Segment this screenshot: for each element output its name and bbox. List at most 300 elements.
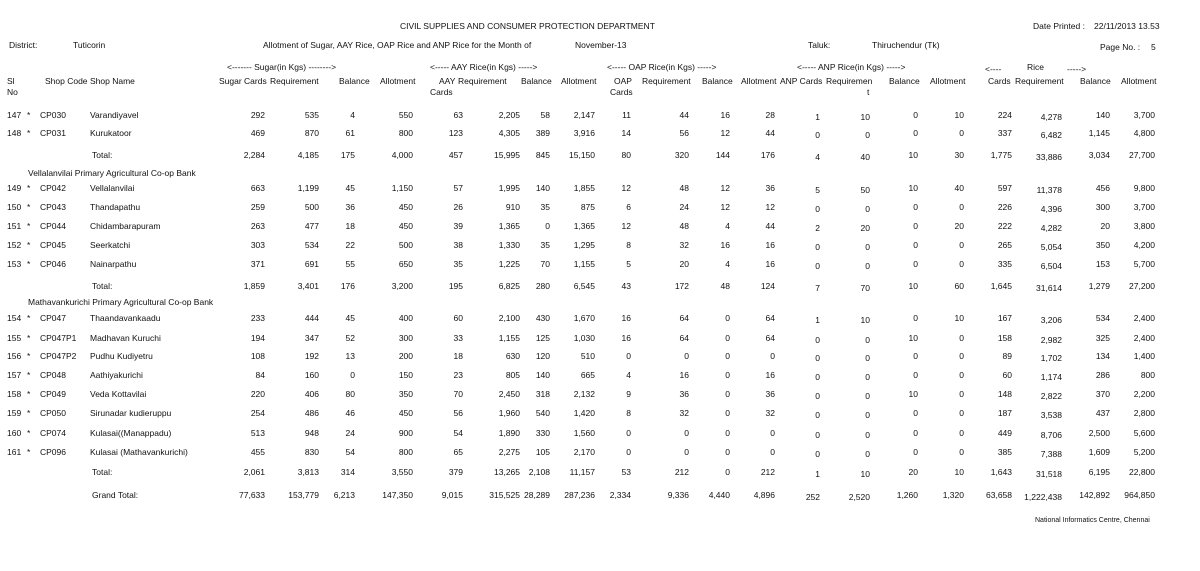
row-shop-name: Varandiyavel [90,110,139,120]
row-shop-code: CP031 [40,128,66,138]
cell-sugar-requirement: 477 [304,221,319,231]
cell-sugar-requirement: 4,185 [297,150,319,160]
table-row [0,389,1200,401]
row-marker: * [27,389,31,399]
cell-sugar-requirement: 153,779 [288,490,319,500]
cell-anp-cards: 1 [815,469,820,479]
cell-anp-cards: 0 [815,335,820,345]
col-rice-requirement: Requirement [1015,76,1064,86]
cell-aay-balance: 140 [535,370,550,380]
cell-aay-requirement: 2,100 [498,313,520,323]
row-sl-no: 151 [7,221,22,231]
row-marker: * [27,447,31,457]
cell-rice-requirement: 3,206 [1040,315,1062,325]
taluk-value: Thiruchendur (Tk) [872,40,940,50]
col-aay-cards: Cards [430,87,453,97]
cell-sugar-balance: 175 [340,150,355,160]
col-oap-allotment: Allotment [741,76,777,86]
cell-rice-requirement: 2,982 [1040,335,1062,345]
cell-anp-balance: 10 [908,281,918,291]
cell-oap-cards: 4 [626,370,631,380]
table-row [0,110,1200,122]
cell-anp-balance: 0 [913,313,918,323]
cell-anp-balance: 10 [908,333,918,343]
row-shop-code: CP030 [40,110,66,120]
cell-anp-requirement: 70 [860,283,870,293]
cell-sugar-allotment: 800 [398,128,413,138]
col-anp-allotment: Allotment [930,76,966,86]
cell-sugar-cards: 194 [250,333,265,343]
col-oap-balance: Balance [702,76,733,86]
cell-rice-cards: 449 [997,428,1012,438]
cell-sugar-balance: 61 [345,128,355,138]
cell-aay-balance: 105 [535,447,550,457]
cell-rice-allotment: 2,200 [1133,389,1155,399]
cell-oap-cards: 43 [621,281,631,291]
row-shop-code: CP042 [40,183,66,193]
cell-rice-balance: 20 [1100,221,1110,231]
cell-aay-cards: 60 [453,313,463,323]
cell-sugar-balance: 46 [345,408,355,418]
cell-aay-cards: 70 [453,389,463,399]
cell-anp-cards: 0 [815,242,820,252]
cell-sugar-cards: 455 [250,447,265,457]
table-row [0,202,1200,214]
cell-sugar-cards: 2,061 [243,467,265,477]
taluk-label: Taluk: [808,40,831,50]
cell-anp-requirement: 0 [865,391,870,401]
cell-aay-cards: 26 [453,202,463,212]
total-label: Total: [92,281,113,291]
cell-anp-cards: 0 [815,430,820,440]
cell-oap-requirement: 9,336 [667,490,689,500]
cell-rice-allotment: 2,400 [1133,313,1155,323]
cell-anp-balance: 0 [913,240,918,250]
cell-rice-cards: 224 [997,110,1012,120]
cell-rice-balance: 6,195 [1088,467,1110,477]
cell-aay-balance: 35 [540,202,550,212]
cell-rice-allotment: 27,700 [1129,150,1155,160]
cell-anp-cards: 2 [815,223,820,233]
cell-sugar-requirement: 406 [304,389,319,399]
cell-rice-cards: 226 [997,202,1012,212]
row-shop-code: CP045 [40,240,66,250]
cell-oap-allotment: 0 [770,351,775,361]
cell-aay-balance: 28,289 [524,490,550,500]
cell-sugar-requirement: 444 [304,313,319,323]
cell-oap-balance: 48 [720,281,730,291]
row-sl-no: 160 [7,428,22,438]
cell-aay-balance: 389 [535,128,550,138]
cell-rice-balance: 140 [1095,110,1110,120]
cell-oap-balance: 0 [725,428,730,438]
cell-sugar-allotment: 650 [398,259,413,269]
cell-rice-requirement: 5,054 [1040,242,1062,252]
cell-anp-requirement: 0 [865,204,870,214]
cell-anp-balance: 0 [913,128,918,138]
row-marker: * [27,128,31,138]
cell-sugar-balance: 45 [345,183,355,193]
cell-rice-balance: 153 [1095,259,1110,269]
col-sugar-balance: Balance [339,76,370,86]
cell-rice-allotment: 800 [1140,370,1155,380]
bank-group-heading [0,168,1200,180]
cell-aay-balance: 2,108 [528,467,550,477]
cell-rice-allotment: 5,600 [1133,428,1155,438]
cell-rice-balance: 534 [1095,313,1110,323]
col-oap-label: OAP [614,76,632,86]
cell-anp-requirement: 0 [865,430,870,440]
cell-anp-cards: 0 [815,410,820,420]
cell-anp-balance: 0 [913,428,918,438]
rice-group-right: -----> [1067,64,1087,74]
cell-oap-balance: 0 [725,408,730,418]
cell-sugar-cards: 84 [255,370,265,380]
cell-oap-requirement: 20 [679,259,689,269]
cell-oap-balance: 0 [725,370,730,380]
cell-anp-balance: 0 [913,351,918,361]
cell-rice-requirement: 1,174 [1040,372,1062,382]
cell-aay-allotment: 3,916 [573,128,595,138]
cell-sugar-balance: 80 [345,389,355,399]
cell-anp-allotment: 30 [954,150,964,160]
cell-oap-cards: 5 [626,259,631,269]
cell-anp-cards: 1 [815,112,820,122]
cell-aay-cards: 39 [453,221,463,231]
table-row [0,128,1200,140]
cell-aay-balance: 35 [540,240,550,250]
cell-sugar-balance: 18 [345,221,355,231]
cell-sugar-cards: 233 [250,313,265,323]
cell-rice-allotment: 22,800 [1129,467,1155,477]
cell-rice-requirement: 6,504 [1040,261,1062,271]
table-row [0,370,1200,382]
cell-sugar-cards: 108 [250,351,265,361]
cell-sugar-requirement: 347 [304,333,319,343]
cell-aay-requirement: 1,960 [498,408,520,418]
page-no-label: Page No. : [1100,42,1141,52]
col-shop-name: Shop Name [90,76,135,86]
cell-oap-requirement: 0 [684,447,689,457]
cell-anp-cards: 0 [815,204,820,214]
cell-rice-cards: 89 [1002,351,1012,361]
cell-oap-requirement: 48 [679,183,689,193]
cell-anp-allotment: 60 [954,281,964,291]
cell-anp-cards: 5 [815,185,820,195]
cell-aay-requirement: 1,330 [498,240,520,250]
cell-anp-allotment: 10 [954,313,964,323]
cell-sugar-requirement: 500 [304,202,319,212]
cell-sugar-balance: 54 [345,447,355,457]
cell-rice-requirement: 1,222,438 [1024,492,1062,502]
cell-oap-requirement: 0 [684,351,689,361]
cell-oap-cards: 0 [626,447,631,457]
cell-oap-requirement: 16 [679,370,689,380]
cell-aay-cards: 57 [453,183,463,193]
row-shop-name: Pudhu Kudiyetru [90,351,153,361]
cell-oap-allotment: 44 [765,128,775,138]
cell-rice-requirement: 7,388 [1040,449,1062,459]
col-anp-balance: Balance [889,76,920,86]
cell-oap-requirement: 44 [679,110,689,120]
cell-aay-allotment: 1,295 [573,240,595,250]
cell-oap-balance: 144 [715,150,730,160]
cell-rice-balance: 2,500 [1088,428,1110,438]
cell-oap-cards: 8 [626,408,631,418]
row-sl-no: 154 [7,313,22,323]
cell-aay-requirement: 2,450 [498,389,520,399]
cell-rice-requirement: 1,702 [1040,353,1062,363]
cell-aay-balance: 70 [540,259,550,269]
cell-sugar-requirement: 535 [304,110,319,120]
row-marker: * [27,351,31,361]
row-marker: * [27,428,31,438]
cell-oap-balance: 4 [725,221,730,231]
cell-anp-balance: 10 [908,389,918,399]
cell-sugar-requirement: 192 [304,351,319,361]
row-shop-code: CP047P1 [40,333,77,343]
cell-rice-requirement: 11,378 [1036,185,1062,195]
cell-aay-balance: 318 [535,389,550,399]
cell-rice-allotment: 27,200 [1129,281,1155,291]
cell-sugar-requirement: 160 [304,370,319,380]
cell-rice-balance: 134 [1095,351,1110,361]
oap-group-header: <----- OAP Rice(in Kgs) -----> [607,62,717,72]
cell-oap-cards: 11 [622,110,631,120]
cell-oap-cards: 0 [626,428,631,438]
cell-aay-allotment: 1,420 [573,408,595,418]
cell-sugar-balance: 314 [340,467,355,477]
cell-oap-balance: 12 [720,202,730,212]
row-sl-no: 156 [7,351,22,361]
cell-oap-allotment: 32 [765,408,775,418]
cell-sugar-allotment: 450 [398,202,413,212]
cell-sugar-balance: 4 [350,110,355,120]
cell-rice-requirement: 31,614 [1036,283,1062,293]
cell-anp-requirement: 50 [860,185,870,195]
cell-oap-allotment: 16 [765,370,775,380]
cell-rice-allotment: 9,800 [1133,183,1155,193]
cell-oap-allotment: 64 [765,333,775,343]
cell-oap-requirement: 32 [679,408,689,418]
allotment-month: November-13 [575,40,627,50]
row-marker: * [27,313,31,323]
cell-rice-cards: 222 [997,221,1012,231]
cell-aay-requirement: 805 [505,370,520,380]
total-label: Total: [92,150,113,160]
cell-sugar-balance: 24 [345,428,355,438]
row-marker: * [27,183,31,193]
cell-aay-balance: 140 [535,183,550,193]
cell-rice-cards: 385 [997,447,1012,457]
cell-oap-allotment: 4,896 [753,490,775,500]
cell-rice-cards: 63,658 [986,490,1012,500]
row-shop-name: Madhavan Kuruchi [90,333,161,343]
cell-sugar-cards: 513 [250,428,265,438]
table-row [0,408,1200,420]
cell-sugar-cards: 263 [250,221,265,231]
cell-rice-allotment: 5,200 [1133,447,1155,457]
cell-aay-balance: 330 [535,428,550,438]
table-row [0,221,1200,233]
cell-anp-requirement: 10 [860,315,870,325]
cell-sugar-balance: 6,213 [333,490,355,500]
cell-aay-requirement: 910 [505,202,520,212]
cell-anp-requirement: 0 [865,261,870,271]
cell-anp-cards: 0 [815,449,820,459]
cell-oap-balance: 0 [725,447,730,457]
cell-oap-allotment: 64 [765,313,775,323]
cell-sugar-requirement: 948 [304,428,319,438]
total-label: Total: [92,467,113,477]
cell-sugar-balance: 176 [340,281,355,291]
cell-anp-allotment: 0 [959,351,964,361]
cell-aay-requirement: 13,265 [494,467,520,477]
cell-anp-requirement: 0 [865,130,870,140]
cell-aay-allotment: 11,157 [569,467,595,477]
cell-rice-cards: 1,645 [990,281,1012,291]
row-sl-no: 152 [7,240,22,250]
cell-sugar-allotment: 550 [398,110,413,120]
row-shop-name: Kulasai((Manappadu) [90,428,172,438]
cell-anp-allotment: 0 [959,447,964,457]
cell-anp-allotment: 40 [954,183,964,193]
cell-rice-allotment: 2,400 [1133,333,1155,343]
col-rice-allotment: Allotment [1121,76,1157,86]
grand-total-label: Grand Total: [92,490,139,500]
cell-aay-allotment: 875 [580,202,595,212]
cell-anp-balance: 10 [908,150,918,160]
cell-oap-allotment: 36 [765,389,775,399]
cell-anp-balance: 0 [913,110,918,120]
row-shop-name: Sirunadar kudieruppu [90,408,172,418]
cell-oap-balance: 0 [725,313,730,323]
cell-sugar-balance: 22 [345,240,355,250]
cell-anp-cards: 0 [815,130,820,140]
cell-sugar-cards: 2,284 [243,150,265,160]
cell-aay-allotment: 2,132 [573,389,595,399]
cell-anp-cards: 0 [815,372,820,382]
cell-sugar-allotment: 1,150 [391,183,413,193]
table-row [0,428,1200,440]
cell-oap-cards: 9 [626,389,631,399]
cell-rice-requirement: 33,886 [1036,152,1062,162]
cell-anp-allotment: 20 [954,221,964,231]
row-sl-no: 150 [7,202,22,212]
cell-sugar-allotment: 800 [398,447,413,457]
cell-oap-allotment: 0 [770,447,775,457]
cell-sugar-cards: 303 [250,240,265,250]
cell-anp-requirement: 0 [865,335,870,345]
allotment-description: Allotment of Sugar, AAY Rice, OAP Rice and ANP Rice for the Month of [263,40,532,50]
footer-credit: National Informatics Centre, Chennai [1035,517,1150,524]
cell-anp-balance: 0 [913,259,918,269]
row-shop-code: CP047P2 [40,351,77,361]
cell-rice-allotment: 5,700 [1133,259,1155,269]
cell-anp-cards: 0 [815,391,820,401]
cell-rice-requirement: 6,482 [1040,130,1062,140]
cell-oap-balance: 4 [725,259,730,269]
cell-anp-requirement: 0 [865,449,870,459]
cell-anp-requirement: 10 [860,112,870,122]
cell-aay-allotment: 1,560 [573,428,595,438]
report-title: CIVIL SUPPLIES AND CONSUMER PROTECTION DEPARTMENT [400,21,655,31]
cell-oap-balance: 0 [725,389,730,399]
cell-oap-requirement: 64 [679,313,689,323]
cell-aay-cards: 379 [448,467,463,477]
cell-sugar-allotment: 350 [398,389,413,399]
cell-aay-requirement: 2,275 [498,447,520,457]
cell-anp-requirement: 0 [865,410,870,420]
row-shop-name: Nainarpathu [90,259,137,269]
row-sl-no: 161 [7,447,22,457]
cell-sugar-allotment: 900 [398,428,413,438]
row-marker: * [27,333,31,343]
cell-anp-balance: 0 [913,202,918,212]
cell-oap-cards: 14 [621,128,631,138]
row-shop-name: Chidambarapuram [90,221,161,231]
cell-aay-cards: 33 [453,333,463,343]
col-aay-label: AAY [439,76,456,86]
row-marker: * [27,221,31,231]
row-sl-no: 159 [7,408,22,418]
col-oap-requirement: Requirement [642,76,691,86]
cell-aay-cards: 23 [453,370,463,380]
cell-sugar-allotment: 300 [398,333,413,343]
cell-rice-cards: 158 [997,333,1012,343]
cell-sugar-cards: 292 [250,110,265,120]
col-sl: Sl [7,76,15,86]
cell-aay-allotment: 2,147 [573,110,595,120]
col-sugar-allotment: Allotment [380,76,416,86]
cell-oap-cards: 16 [621,333,631,343]
table-row [0,351,1200,363]
cell-rice-allotment: 4,200 [1133,240,1155,250]
row-shop-name: Seerkatchi [90,240,131,250]
row-shop-code: CP044 [40,221,66,231]
cell-sugar-allotment: 200 [398,351,413,361]
grand-total-row [0,490,1200,502]
col-anp-cards: ANP Cards [780,76,823,86]
row-marker: * [27,370,31,380]
cell-sugar-allotment: 400 [398,313,413,323]
cell-rice-allotment: 3,800 [1133,221,1155,231]
cell-oap-allotment: 12 [765,202,775,212]
col-sugar-cards: Sugar Cards [219,76,267,86]
row-shop-name: Aathiyakurichi [90,370,143,380]
cell-aay-balance: 125 [535,333,550,343]
total-row [0,150,1200,162]
cell-oap-requirement: 212 [674,467,689,477]
row-shop-name: Thaandavankaadu [90,313,161,323]
cell-aay-cards: 18 [453,351,463,361]
cell-anp-allotment: 0 [959,333,964,343]
cell-sugar-cards: 259 [250,202,265,212]
cell-sugar-requirement: 870 [304,128,319,138]
cell-sugar-balance: 0 [350,370,355,380]
row-shop-name: Kulasai (Mathavankurichi) [90,447,188,457]
col-sugar-requirement: Requirement [270,76,319,86]
cell-sugar-balance: 45 [345,313,355,323]
cell-rice-allotment: 964,850 [1124,490,1155,500]
cell-sugar-allotment: 3,200 [391,281,413,291]
cell-sugar-allotment: 450 [398,221,413,231]
cell-oap-allotment: 16 [765,259,775,269]
cell-oap-requirement: 64 [679,333,689,343]
row-sl-no: 155 [7,333,22,343]
col-anp-requirement: Requiremen [826,76,873,86]
cell-oap-requirement: 320 [674,150,689,160]
